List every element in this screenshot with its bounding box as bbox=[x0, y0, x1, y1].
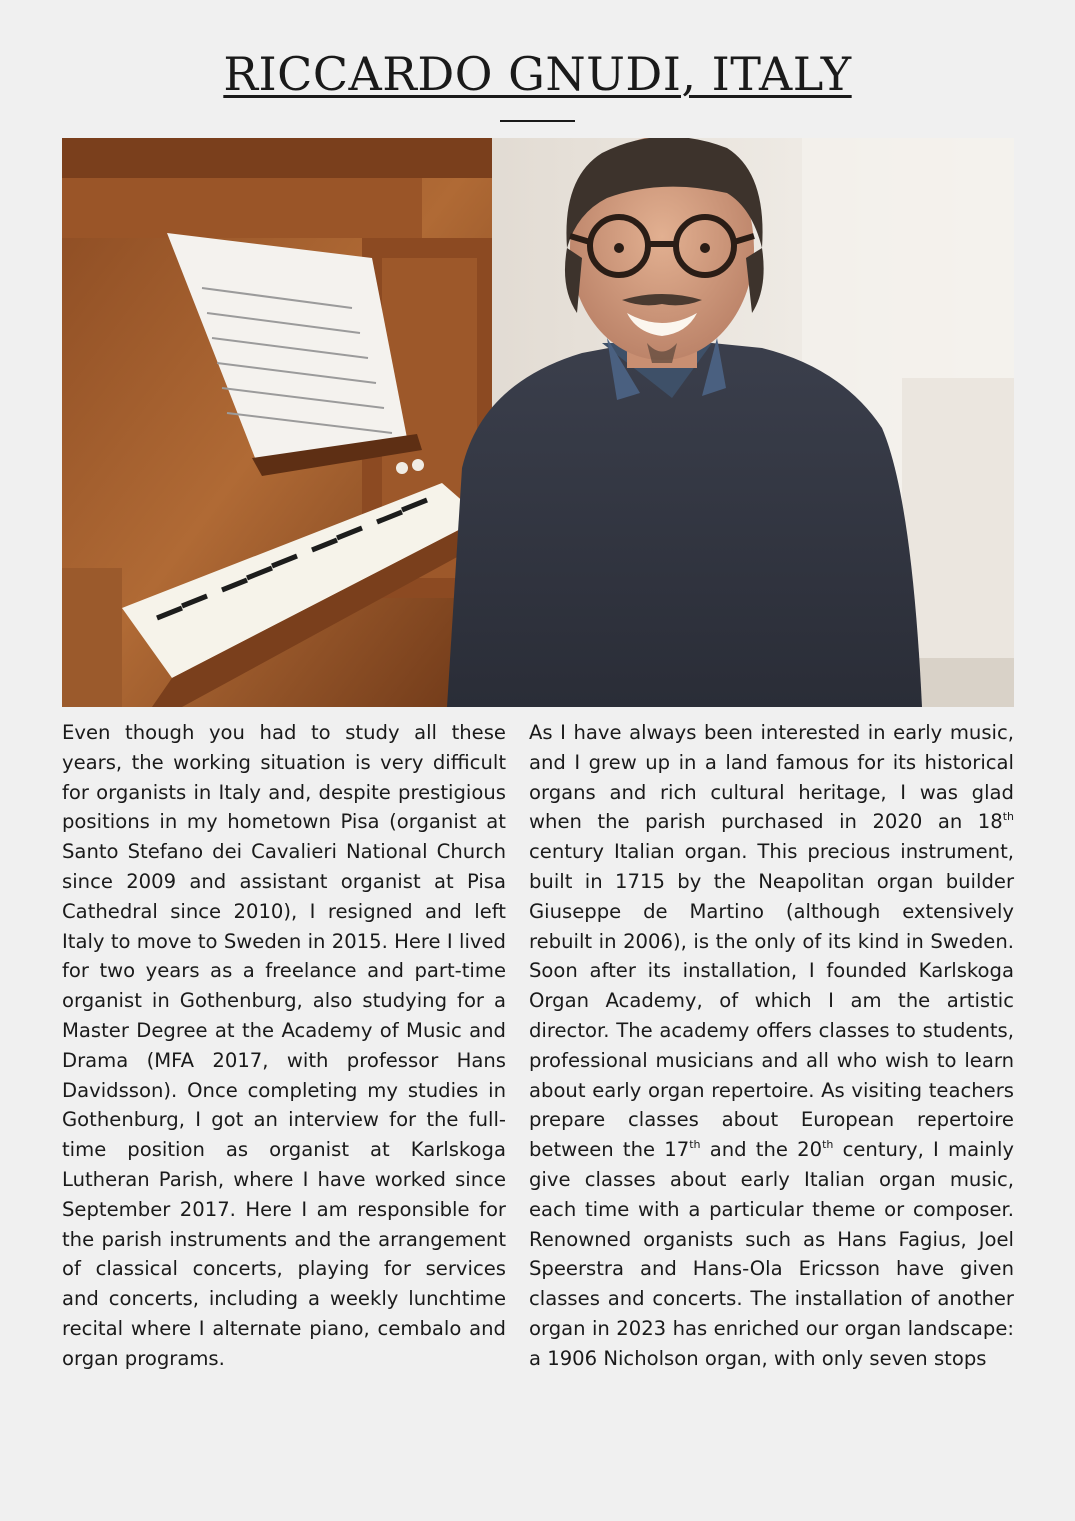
right-text-part-1: As I have always been interested in early music, and I grew up in a land famous for its historical organs and rich cultural heritage, I was glad when the parish purchased in 2020 an 18 bbox=[529, 721, 1014, 834]
portrait-photo bbox=[62, 138, 1014, 707]
ordinal-suffix: th bbox=[822, 1138, 834, 1152]
sweater bbox=[447, 338, 922, 707]
right-column-text bbox=[529, 718, 1014, 1374]
ordinal-suffix: th bbox=[689, 1138, 701, 1152]
portrait-illustration bbox=[62, 138, 1014, 707]
page-title bbox=[0, 44, 1075, 104]
ordinal-suffix: th bbox=[1002, 810, 1014, 824]
page-title-text: RICCARDO GNUDI, ITALY bbox=[223, 47, 852, 101]
organ bbox=[62, 138, 492, 707]
left-column-text: Even though you had to study all these years, the working situation is very difficult for organists in Italy and, despite prestigious positions in my hometown Pisa (organist at Santo Stefano dei Cavalieri National Church since 2009 and assistant organist at Pisa Cathedral since 2010), I resigned and left Italy to move to Sweden in 2015. Here I lived for two years as a freelance and part-time organist in Gothenburg, also studying for a Master Degree at the Academy of Music and Drama (MFA 2017, with professor Hans Davidsson). Once completing my studies in Gothenburg, I got an interview for the full-time position as organist at Karlskoga Lutheran Parish, where I have worked since September 2017. Here I am responsible for the parish instruments and the arrangement of classical concerts, playing for services and concerts, including a weekly lunchtime recital where I alternate piano, cembalo and organ programs. bbox=[62, 721, 506, 1370]
right-text-part-2: century Italian organ. This precious instrument, built in 1715 by the Neapolitan organ builder Giuseppe de Martino (although extensively rebuilt in 2006), is the only of its kind in Sweden. Soon after its installation, I founded Karlskoga Organ Academy, of which I am the artistic director. The academy offers classes to students, professional musicians and all who wish to learn about early organ repertoire. As visiting teachers prepare classes about European repertoire between the 17 bbox=[529, 840, 1014, 1162]
title-divider bbox=[500, 120, 575, 122]
right-text-part-4: century, I mainly give classes about early Italian organ music, each time with a particular theme or composer. Renowned organists such as Hans Fagius, Joel Speerstra and Hans-Ola Ericsson have given classes and concerts. The installation of another organ in 2023 has enriched our organ landscape: a 1906 Nicholson organ, with only seven stops bbox=[529, 1138, 1014, 1370]
right-text-part-3: and the 20 bbox=[700, 1138, 823, 1162]
